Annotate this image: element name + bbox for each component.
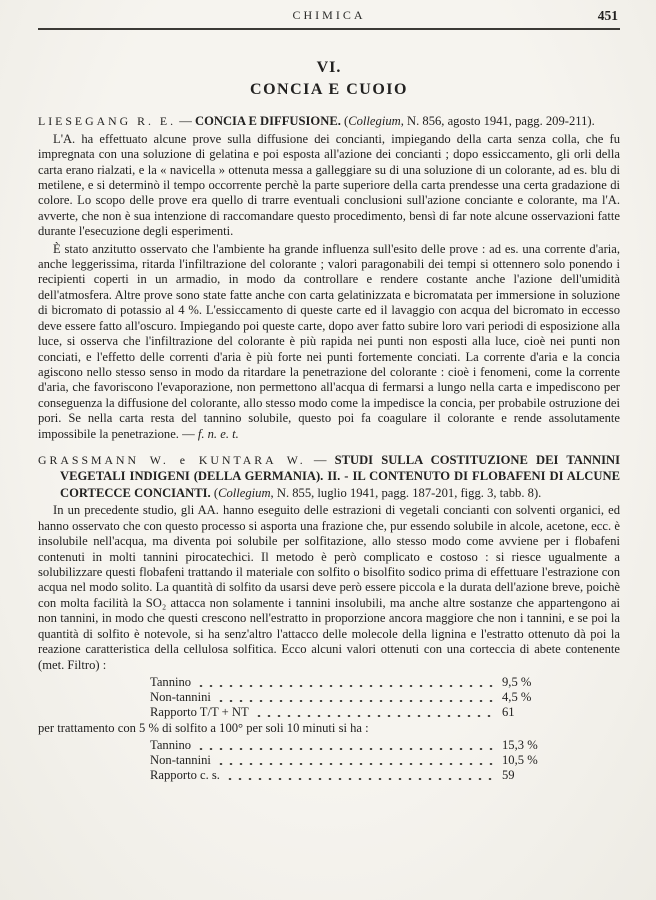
row-value: 59 (502, 768, 515, 783)
row-value: 9,5 % (502, 674, 532, 689)
row-value: 15,3 % (502, 738, 538, 753)
entry-reference (214, 486, 541, 500)
entry-separator-dash: — (313, 452, 327, 467)
row-value: 10,5 % (502, 753, 538, 768)
row-label: Tannino (150, 738, 192, 753)
table-row (150, 690, 554, 705)
entry-heading (38, 452, 620, 502)
entry-separator-dash: — (179, 114, 192, 129)
reviewer-signature: f. n. e. t. (197, 426, 239, 441)
section-number: VI. (316, 58, 342, 76)
reference-open-paren: ( (344, 114, 349, 129)
row-label: Non-tannini (150, 689, 211, 704)
results-table-1 (150, 675, 554, 720)
paragraph-text: In un precedente studio, gli AA. hanno eseguito delle estrazioni di vegetali concianti con solventi organici, ed hanno osservato che con questo processo si asporta una frazione che, pur essendo solubile in alcole, acetone, ecc. è insolubile nell'acqua, ma diventa poi solubile per solfitazione, allo stesso modo come avviene per i flobafeni contenuti in molti tannini pirocatechici. Il metodo è però complicato e costoso : si riesce ugualmente a solubilizzare questi flobafeni trattando il materiale con solfito o bisolfito sodico prima di effettuare l'estrazione con acqua nel modo solito. La quantità di solfito da usarsi deve però essere piccola e la durata dell'azione breve, poichè con molta facilità la SO₂ attacca non solamente i tannini insolubili, ma anche altre sostanze che appartengono ai non tannini, in modo che questi crescono nell'estratto in proporzione ancora maggiore che non i tannini, e se poi la quantità di solfito è notevole, si ha senz'altro l'attacco delle molecole della lignina e l'estratto ottenuto dà poi la reazione caratteristica della cellulosa solfitica. Ecco alcuni valori ottenuti con una corteccia di abete contenente (met. Filtro) : (38, 503, 620, 672)
section-title: CONCIA E CUOIO (250, 80, 408, 98)
running-head (38, 8, 620, 25)
treatment-note: per trattamento con 5 % di solfito a 100° per soli 10 minuti si ha : (38, 720, 369, 735)
header-rule (38, 28, 620, 30)
entry-paragraph (38, 503, 620, 672)
entry-paragraph (38, 242, 620, 442)
entry-authors: GRASSMANN W. e KUNTARA W. (38, 452, 306, 467)
reference-details: , N. 855, luglio 1941, pagg. 187-201, figg. 3, tabb. 8). (270, 485, 542, 500)
abstract-entry-grassmann (38, 452, 620, 783)
reference-journal-name: Collegium (348, 114, 401, 129)
row-label: Rapporto c. s. (150, 768, 220, 783)
dot-leader (191, 738, 502, 753)
row-value: 4,5 % (502, 689, 532, 704)
reference-journal-name: Collegium (218, 485, 271, 500)
dot-leader (249, 705, 502, 720)
table-row (150, 753, 554, 768)
paragraph-text: L'A. ha effettuato alcune prove sulla diffusione dei concianti, impiegando della carta senza colla, che fu impregnata con una soluzione di gelatina e poi esposta all'azione dei concianti ; dopo essiccamento, gli orli della carta erano rialzati, e la « navicella » ottenuta messa a galleggiare su di una soluzione di un colorante, ad es. blu di metilene, e si determinò il tempo occorrente perchè la parte superiore della carta prendesse una certa gradazione di colore. Lo scopo delle prove era quello di trarre eventuali conclusioni sull'azione conciante e colorante, ma l'A. avverte, che non è sua intenzione di raccomandare questo procedimento, bensì di far note alcune osservazioni fatte durante l'esecuzione degli esperimenti. (38, 131, 620, 239)
entry-reference (344, 114, 595, 128)
table-row (150, 768, 554, 783)
page-number: 451 (597, 8, 618, 23)
table-row (150, 705, 554, 720)
entry-paragraph (38, 132, 620, 240)
table-row (150, 675, 554, 690)
entry-title: STUDI SULLA COSTITUZIONE DEI TANNINI VEGETALI INDIGENI (DELLA GERMANIA). II. - IL CONTENUTO DI FLOBAFENI DI ALCUNE CORTECCE CONCIANTI. (60, 452, 620, 500)
paragraph-text: È stato anzitutto osservato che l'ambiente ha grande influenza sull'esito delle prove : ad es. una corrente d'aria, anche leggerissima, ritarda l'infiltrazione del colorante ; valori paragonabili dei tempi si ottennero solo ponendo i recipienti coperti in un armadio, in modo da controllare e rendere costante anche l'azione dell'umidità dell'atmosfera. Altre prove sono state fatte anche con carta gelatinizzata e bicromatata per immersione in soluzione di bicromato di potassio al 4 %. L'essiccamento di queste carte ed il lavaggio con acqua del bicromato in eccesso deve essere fatto all'oscuro. Impiegando poi queste carte, dopo aver fatto subire loro vari periodi di esposizione alla luce, si osserva che l'infiltrazione del colorante è più rapida nei punti non esposti alla luce, cioè nei punti non conciati, e l'effetto delle correnti d'aria è più forte nei punti fortemente conciati. La corrente d'aria e la concia agiscono nello stesso senso in modo da ritardare la penetrazione del colorante : cioè i fenomeni, come la corrente d'aria, che favoriscono l'evaporazione, non permettono all'acqua di fermarsi a lungo nella carta e impediscono per conseguenza la diffusione del colorante, allo stesso modo come la impedisce la concia, per probabile ostruzione dei pori. Se nella carta resta del tannino solubile, questo poi fa coagulare il colorante e rende assolutamente impossibile la penetrazione. (38, 241, 620, 441)
dot-leader (220, 768, 502, 783)
entry-title: CONCIA E DIFFUSIONE. (194, 114, 341, 129)
entry-authors: LIESEGANG R. E. (38, 114, 177, 129)
row-label: Tannino (150, 674, 192, 689)
row-label: Non-tannini (150, 753, 211, 768)
running-head-title: CHIMICA (292, 8, 366, 22)
table-row (150, 738, 554, 753)
entry-heading (38, 113, 620, 130)
reference-details: , N. 856, agosto 1941, pagg. 209-211). (400, 114, 595, 129)
results-table-2 (150, 738, 554, 783)
dot-leader (211, 753, 502, 768)
reference-open-paren: ( (213, 485, 219, 500)
abstract-entry-liesegang (38, 113, 620, 442)
row-label: Rapporto T/T + NT (150, 704, 249, 719)
signature-dash: — (182, 426, 195, 441)
row-value: 61 (502, 704, 515, 719)
dot-leader (211, 690, 502, 705)
dot-leader (191, 675, 502, 690)
